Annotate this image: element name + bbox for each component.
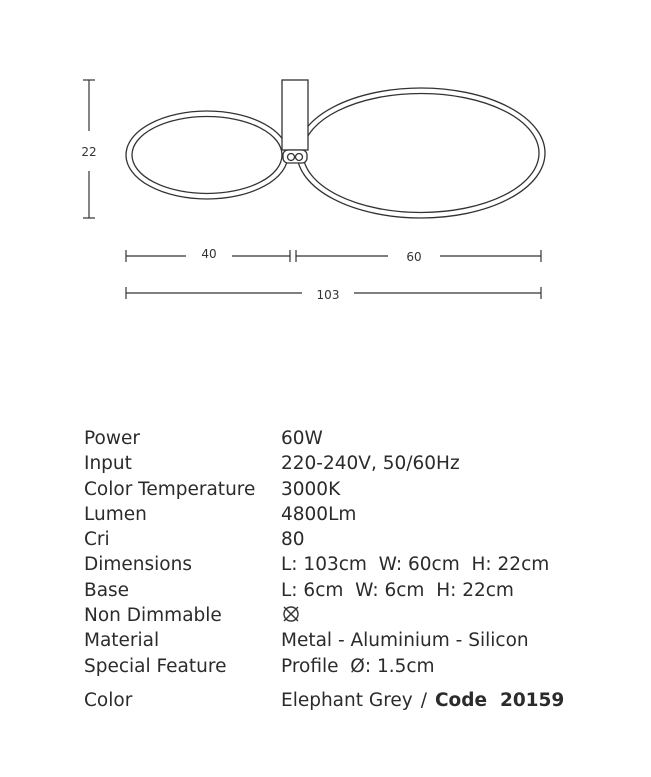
spec-label: Material: [84, 630, 160, 652]
spec-row-input: [84, 451, 624, 476]
total-width-label: 103: [316, 288, 340, 302]
spec-value: 220-240V, 50/60Hz: [281, 453, 460, 475]
spec-label: Color: [84, 689, 133, 711]
spec-value: 80: [281, 529, 305, 551]
color-name: Elephant Grey: [281, 689, 413, 711]
spec-label: Base: [84, 579, 130, 601]
spec-label: Power: [84, 428, 140, 449]
spec-label: Dimensions: [84, 554, 192, 576]
spec-label: Color Temperature: [84, 478, 256, 500]
spec-value: 3000K: [281, 478, 341, 500]
lamp-outline: [126, 80, 545, 218]
spec-row-power: [84, 426, 624, 451]
spec-row-dimensions: [84, 552, 624, 577]
product-code: Code 20159: [434, 689, 565, 711]
spec-value: Profile Ø: 1.5cm: [281, 655, 435, 677]
spec-value: Metal - Aluminium - Silicon: [281, 630, 529, 652]
spec-row-lumen: [84, 502, 624, 527]
spec-label: Lumen: [84, 503, 147, 525]
color-separator: /: [420, 689, 427, 711]
height-label: 22: [81, 145, 97, 159]
spec-value: L: 103cm W: 60cm H: 22cm: [281, 554, 550, 576]
spec-label: Input: [84, 453, 132, 475]
right-width-label: 60: [406, 250, 422, 264]
spec-value: 4800Lm: [281, 503, 357, 525]
spec-table: [84, 426, 624, 713]
spec-row-base: [84, 578, 624, 603]
spec-value: 60W: [281, 428, 323, 449]
spec-row-cri: [84, 527, 624, 552]
spec-row-color: [84, 688, 624, 713]
spec-row-special-feature: [84, 654, 624, 679]
non-dimmable-icon: [281, 604, 301, 624]
left-width-label: 40: [201, 247, 217, 261]
spec-row-color-temperature: [84, 477, 624, 502]
spec-row-material: [84, 628, 624, 653]
product-dimension-diagram: [0, 0, 651, 320]
spec-label: Special Feature: [84, 655, 227, 677]
spec-row-non-dimmable: [84, 603, 624, 628]
spec-value: L: 6cm W: 6cm H: 22cm: [281, 579, 514, 601]
spec-label: Cri: [84, 529, 110, 551]
spec-label: Non Dimmable: [84, 605, 222, 627]
